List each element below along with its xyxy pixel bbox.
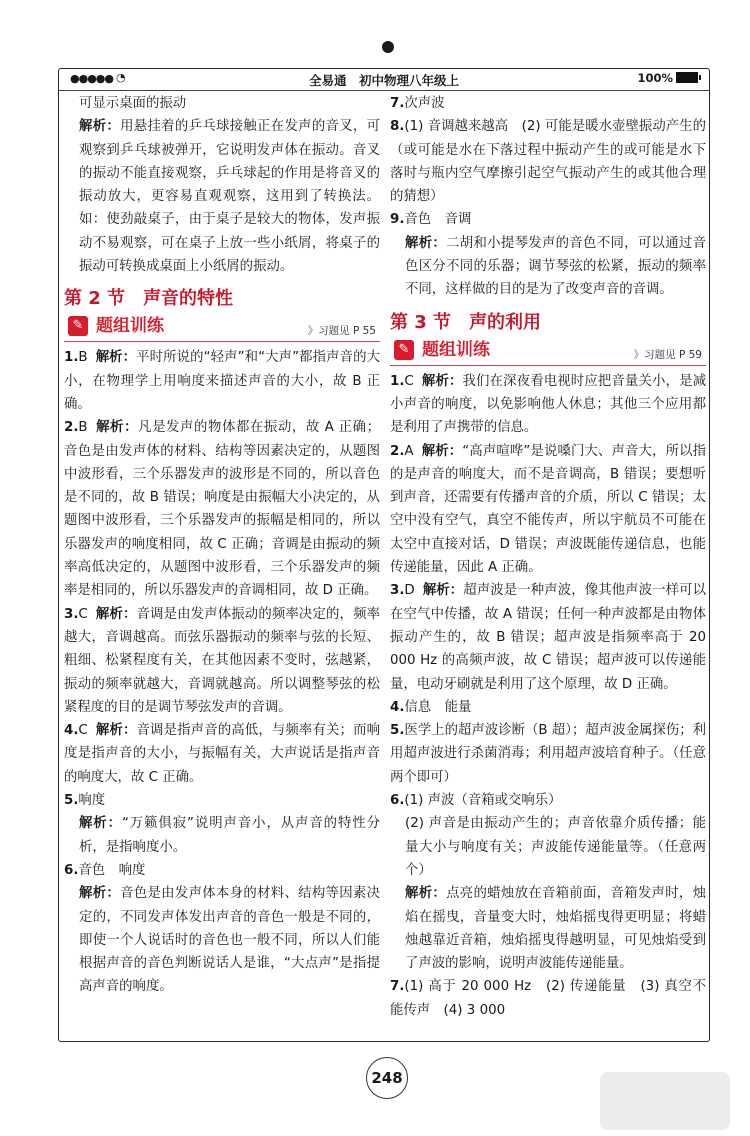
answer-explanation [390, 882, 706, 975]
answer-item [390, 975, 706, 1022]
item-answer: 音色 响度 [78, 862, 146, 878]
item-answer: D [404, 583, 415, 599]
battery-indicator [637, 71, 698, 85]
battery-icon [676, 72, 698, 83]
item-number: 8. [390, 119, 405, 135]
explanation-text: 凡是发声的物体都在振动，故 A 正确；音色是由发声体的材料、结构等因素决定的，从题图中波形看，三个乐器发声的波形是不同的，所以音色是不同的，故 B 错误；响度是由振幅大小决定的，从题图中波形看，三个乐器发声的振幅是相同的，所以乐器发声的响度相同，故 C 正确；音调是由振动的频率高低决定的，从题图中波形看，三个乐器发声的频率是相同的，所以乐器发声的音调相同，故 D 正确。 [64, 420, 380, 599]
device-camera [382, 41, 394, 53]
answer-item [64, 603, 380, 719]
explanation-text: “高声喧哗”是说嗓门大、声音大，所以指的是声音的响度大，而不是音调高，B 错误；要想听到声音，还需要有传播声音的介质，所以 C 错误；太空中没有空气，真空不能传声，所以宇航员不可能在太空中直接对话，D 错误；声波既能传递信息，也能传递能量，因此 A 正确。 [390, 443, 707, 576]
answer-explanation [64, 115, 380, 278]
item-number: 9. [390, 212, 405, 228]
answer-item [390, 92, 706, 115]
app-title: 全易通 初中物理八年级上 [308, 73, 459, 88]
explanation-text: 音调是由发声体振动的频率决定的，频率越大，音调越高。而弦乐器振动的频率与弦的长短、粗细、松紧程度有关，在其他因素不变时，弦越紧，振动的频率就越大，音调就越高。所以调整琴弦的松紧程度的目的是调节琴弦发声的音调。 [64, 606, 380, 715]
answer-list-top [390, 92, 706, 302]
explanation-label: 解析： [95, 606, 137, 622]
explanation-text: 医学上的超声波诊断（B 超）；超声波金属探伤；利用超声波进行杀菌消毒；利用超声波培育种子。（任意两个即可） [390, 723, 706, 785]
answer-item [390, 115, 706, 208]
item-answer: 响度 [78, 793, 106, 809]
answer-item [390, 208, 706, 231]
exercise-bar-title: 题组训练 [96, 316, 164, 337]
item-answer: A [404, 443, 414, 459]
item-answer: C [404, 373, 414, 389]
explanation-text: 平时所说的“轻声”和“大声”都指声音的大小，在物理学上用响度来描述声音的大小，故 B 正确。 [64, 350, 380, 412]
explanation-label: 解析： [79, 816, 122, 832]
explanation-text: 音调是指声音的高低，与频率有关；而响度是指声音的大小，与振幅有关，大声说话是指声音的响度大，故 C 正确。 [64, 723, 380, 785]
section-heading [64, 284, 380, 314]
answer-list [390, 370, 706, 1022]
explanation-text: 音色是由发声体本身的材料、结构等因素决定的，不同发声体发出声音的音色一般是不同的，即使一个人说话时的音色也一般不同，所以人们能根据声音的音色判断说话人是谁，“大点声”是指提高声音的响度。 [79, 886, 381, 995]
section-number: 第 2 节 [64, 288, 126, 310]
item-answer: B [78, 350, 88, 366]
answer-item [390, 789, 706, 812]
explanation-text: 我们在深夜看电视时应把音量关小，是减小声音的响度，以免影响他人休息；其他三个应用都是利用了声携带的信息。 [390, 373, 706, 436]
item-number: 2. [64, 420, 79, 436]
explanation-text: “万籁俱寂”说明声音小，从声音的特性分析，是指响度小。 [79, 816, 381, 855]
section-name: 声的利用 [469, 311, 542, 333]
answer-item [390, 370, 706, 440]
answer-explanation [64, 882, 380, 998]
explanation-text: 点亮的蜡烛放在音箱前面，音箱发声时，烛焰在摇曳，音量变大时，烛焰摇曳得更明显；将蜡烛越靠近音箱，烛焰摇曳得越明显，可见烛焰受到了声波的影响，说明声波能传递能量。 [405, 886, 707, 972]
item-number: 4. [390, 699, 405, 715]
item-number: 1. [64, 350, 79, 366]
answer-item [64, 859, 380, 882]
section-heading [390, 308, 706, 338]
explanation-label: 解析： [405, 235, 447, 251]
item-answer: 信息 能量 [404, 699, 472, 715]
explanation-text: 音色 音调 [404, 212, 472, 228]
status-bar [58, 68, 710, 91]
section-number: 第 3 节 [390, 311, 452, 333]
answer-item [390, 696, 706, 719]
wifi-icon: ◔ [116, 71, 126, 84]
item-number: 6. [64, 862, 79, 878]
item-answer: C [78, 606, 88, 622]
answer-list [64, 346, 380, 998]
explanation-text: 次声波 [404, 96, 445, 111]
explanation-label: 解析： [422, 583, 464, 599]
explanation-text: 超声波是一种声波，像其他声波一样可以在空气中传播，故 A 错误；任何一种声波都是由物体振动产生的，故 B 错误；超声波是指频率高于 20 000 Hz 的高频声波，故 C 错误；超声波可以传递能量，电动牙刷就是利用了这个原理，故 D 正确。 [390, 583, 707, 692]
pencil-icon: ✎ [394, 340, 414, 360]
page-number: 248 [366, 1057, 408, 1099]
explanation-text: (1) 音调越来越高 (2) 可能是暖水壶壁振动产生的（或可能是水在下落过程中振动产生的或可能是水下落时与瓶内空气摩擦引起空气振动产生的或其他合理的猜想） [390, 119, 706, 205]
answer-item [390, 440, 706, 580]
signal-icon: ●●●●● [70, 72, 113, 85]
answer-explanation [390, 812, 706, 882]
item-answer: B [78, 420, 88, 436]
item-number: 2. [390, 443, 405, 459]
exercise-page-link[interactable]: 》习题见 P 59 [633, 348, 702, 361]
explanation-text: (1) 声波（音箱或交响乐） [404, 793, 562, 809]
answer-item [64, 789, 380, 812]
item-number: 5. [64, 793, 79, 809]
explanation-label: 解析： [421, 373, 463, 389]
explanation-label: 解析： [95, 723, 137, 739]
explanation-text: 二胡和小提琴发声的音色不同，可以通过音色区分不同的乐器；调节琴弦的松紧，振动的频率不同，这样做的目的是为了改变声音的音调。 [405, 235, 707, 298]
explanation-text: (2) 声音是由振动产生的；声音依靠介质传播；能量大小与响度有关；声波能传递能量等。（任意两个） [405, 816, 706, 878]
battery-percent: 100% [637, 71, 673, 85]
section-name: 声音的特性 [143, 288, 234, 310]
answer-explanation [64, 812, 380, 859]
explanation-label: 解析： [79, 119, 121, 135]
explanation-label: 解析： [79, 886, 121, 902]
answer-item [390, 579, 706, 695]
item-number: 4. [64, 723, 79, 739]
answer-item [390, 719, 706, 789]
item-number: 3. [64, 606, 79, 622]
pencil-icon: ✎ [68, 316, 88, 336]
item-number: 3. [390, 583, 405, 599]
explanation-label: 解析： [95, 420, 139, 436]
left-column [64, 92, 380, 999]
answer-item [64, 416, 380, 602]
explanation-text: 用悬挂着的乒乓球接触正在发声的音叉，可观察到乒乓球被弹开，它说明发声体在振动。音叉的振动不能直接观察，乒乓球起的作用是将音叉的振动放大，更容易直观观察，这用到了转换法。如：使劲敲桌子，由于桌子是较大的物体，发声振动不易观察，可在桌子上放一些小纸屑，将桌子的振动可转换成桌面上小纸屑的振动。 [79, 119, 381, 275]
explanation-label: 解析： [405, 886, 447, 902]
item-number: 1. [390, 373, 405, 389]
answer-explanation [390, 232, 706, 302]
watermark [600, 1072, 730, 1130]
answer-line: 可显示桌面的振动 [79, 96, 187, 111]
item-number: 7. [390, 979, 405, 995]
explanation-text: (1) 高于 20 000 Hz (2) 传递能量 (3) 真空不能传声 (4) 3 000 [390, 979, 706, 1018]
right-column [390, 92, 706, 1022]
item-number: 6. [390, 793, 405, 809]
item-answer: C [78, 723, 88, 739]
answer-item [64, 719, 380, 789]
explanation-label: 解析： [95, 350, 137, 366]
exercise-bar [390, 338, 706, 366]
item-number: 7. [390, 96, 405, 111]
answer-item [64, 346, 380, 416]
explanation-label: 解析： [421, 443, 463, 459]
item-number: 5. [390, 723, 405, 739]
exercise-page-link[interactable]: 》习题见 P 55 [307, 325, 376, 338]
exercise-bar [64, 314, 380, 342]
exercise-bar-title: 题组训练 [422, 339, 490, 360]
